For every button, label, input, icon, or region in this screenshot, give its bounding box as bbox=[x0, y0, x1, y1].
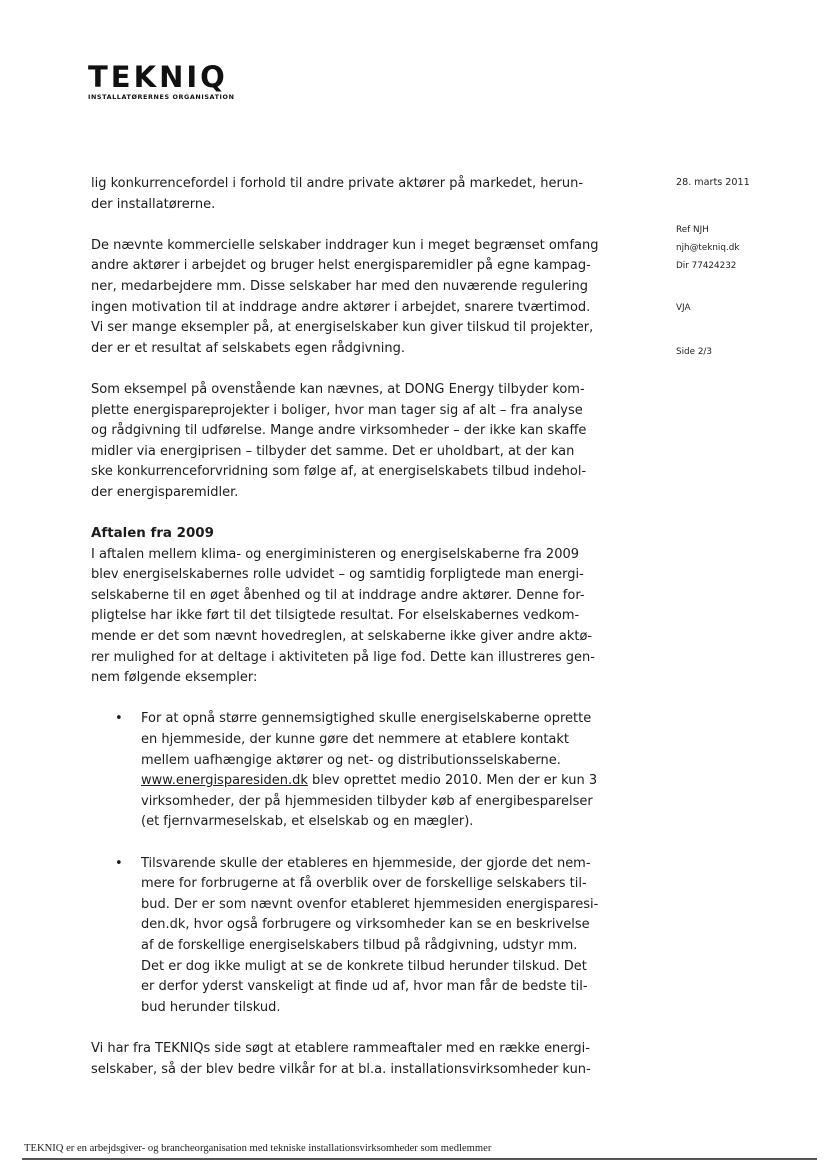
text-line: blev oprettet medio 2010. Men der er kun 3 bbox=[307, 773, 598, 789]
letter-body bbox=[91, 174, 651, 1080]
text-line: der er et resultat af selskabets egen rådgivning. bbox=[91, 340, 405, 356]
text-line: I aftalen mellem klima- og energiministeren og energiselskaberne fra 2009 bbox=[91, 546, 580, 562]
paragraph-2 bbox=[91, 236, 651, 360]
paragraph-4 bbox=[91, 545, 651, 689]
text-line: ske konkurrenceforvridning som følge af, at energiselskabets tilbud indehol- bbox=[91, 464, 587, 480]
text-line: plette energispareprojekter i boliger, hvor man tager sig af alt – fra analyse bbox=[91, 402, 583, 418]
text-line: Vi har fra TEKNIQs side søgt at etablere rammeaftaler med en række energi- bbox=[91, 1040, 590, 1056]
text-line: blev energiselskabernes rolle udvidet – og samtidig forpligtede man energi- bbox=[91, 567, 584, 583]
reference: Ref NJH bbox=[676, 225, 709, 235]
footer-text: TEKNIQ er en arbejdsgiver- og brancheorganisation med tekniske installationsvirksomheder som medlemmer bbox=[24, 1143, 492, 1154]
logo-wordmark: TEKNIQ bbox=[88, 60, 228, 94]
text-line: For at opnå større gennemsigtighed skulle energiselskaberne oprette bbox=[141, 711, 592, 727]
list-item bbox=[91, 709, 636, 833]
text-line: (et fjernvarmeselskab, et elselskab og en mægler). bbox=[141, 814, 474, 830]
text-line: rer mulighed for at deltage i aktiviteten på lige fod. Dette kan illustreres gen- bbox=[91, 649, 595, 665]
section-heading: Aftalen fra 2009 bbox=[91, 526, 214, 542]
text-line: mende er det som nævnt hovedreglen, at selskaberne ikke giver andre aktø- bbox=[91, 629, 593, 645]
text-line: Som eksempel på ovenstående kan nævnes, at DONG Energy tilbyder kom- bbox=[91, 381, 585, 397]
text-line: der installatørerne. bbox=[91, 196, 216, 212]
text-line: der energisparemidler. bbox=[91, 484, 239, 500]
page-number: Side 2/3 bbox=[676, 347, 712, 357]
logo-subtitle: INSTALLATØRERNES ORGANISATION bbox=[88, 93, 235, 101]
paragraph-5 bbox=[91, 1039, 651, 1080]
text-line: Tilsvarende skulle der etableres en hjemmeside, der gjorde det nem- bbox=[141, 855, 591, 871]
bullet-icon: • bbox=[115, 855, 123, 871]
list-spacer bbox=[91, 833, 636, 854]
bullet-icon: • bbox=[115, 711, 123, 727]
text-line: den.dk, hvor også forbrugere og virksomheder kan se en beskrivelse bbox=[141, 917, 590, 933]
paragraph-1 bbox=[91, 174, 651, 215]
text-line: selskaber, så der blev bedre vilkår for at bl.a. installationsvirksomheder kun- bbox=[91, 1061, 591, 1077]
text-line: midler via energiprisen – tilbyder det samme. Det er uholdbart, at der kan bbox=[91, 443, 575, 459]
text-line: nem følgende eksempler: bbox=[91, 670, 258, 686]
text-line: andre aktører i arbejdet og bruger helst energisparemidler på egne kampag- bbox=[91, 258, 591, 274]
list-item bbox=[91, 854, 636, 1019]
text-line: og rådgivning til udførelse. Mange andre virksomheder – der ikke kan skaffe bbox=[91, 423, 587, 439]
direct-phone: Dir 77424232 bbox=[676, 261, 737, 271]
text-line: Vi ser mange eksempler på, at energiselskaber kun giver tilskud til projekter, bbox=[91, 320, 594, 336]
text-line: bud. Der er som nævnt ovenfor etableret hjemmesiden energisparesi- bbox=[141, 896, 599, 912]
paragraph-3 bbox=[91, 380, 651, 504]
initials: VJA bbox=[676, 303, 691, 313]
email: njh@tekniq.dk bbox=[676, 243, 740, 253]
text-line: selskaberne til en øget åbenhed og til at inddrage andre aktører. Denne for- bbox=[91, 587, 585, 603]
energisparesiden-link[interactable]: www.energisparesiden.dk bbox=[141, 773, 308, 789]
example-list bbox=[91, 709, 651, 1018]
text-line: er derfor yderst vanskeligt at finde ud af, hvor man får de bedste til- bbox=[141, 979, 588, 995]
text-line: Det er dog ikke muligt at se de konkrete tilbud herunder tilskud. Det bbox=[141, 958, 587, 974]
text-line: ingen motivation til at inddrage andre aktører i arbejdet, snarere tværtimod. bbox=[91, 299, 591, 315]
text-line: en hjemmeside, der kunne gøre det nemmere at etablere kontakt bbox=[141, 732, 570, 748]
text-line: af de forskellige energiselskabers tilbud på rådgivning, udstyr mm. bbox=[141, 937, 578, 953]
text-line: mere for forbrugerne at få overblik over de forskellige selskabers til- bbox=[141, 876, 587, 892]
text-line: bud herunder tilskud. bbox=[141, 999, 281, 1015]
text-line: mellem uafhængige aktører og net- og distributionsselskaberne. bbox=[141, 752, 561, 768]
letter-date: 28. marts 2011 bbox=[676, 177, 750, 188]
text-line: ner, medarbejdere mm. Disse selskaber har med den nuværende regulering bbox=[91, 278, 588, 294]
footer-divider bbox=[22, 1158, 817, 1160]
text-line: De nævnte kommercielle selskaber inddrager kun i meget begrænset omfang bbox=[91, 237, 599, 253]
text-line: lig konkurrencefordel i forhold til andre private aktører på markedet, herun- bbox=[91, 176, 584, 191]
text-line: virksomheder, der på hjemmesiden tilbyder køb af energibesparelser bbox=[141, 793, 593, 809]
tekniq-logo bbox=[88, 62, 235, 101]
text-line: pligtelse har ikke ført til det tilsigtede resultat. For elselskabernes vedkom- bbox=[91, 608, 580, 624]
